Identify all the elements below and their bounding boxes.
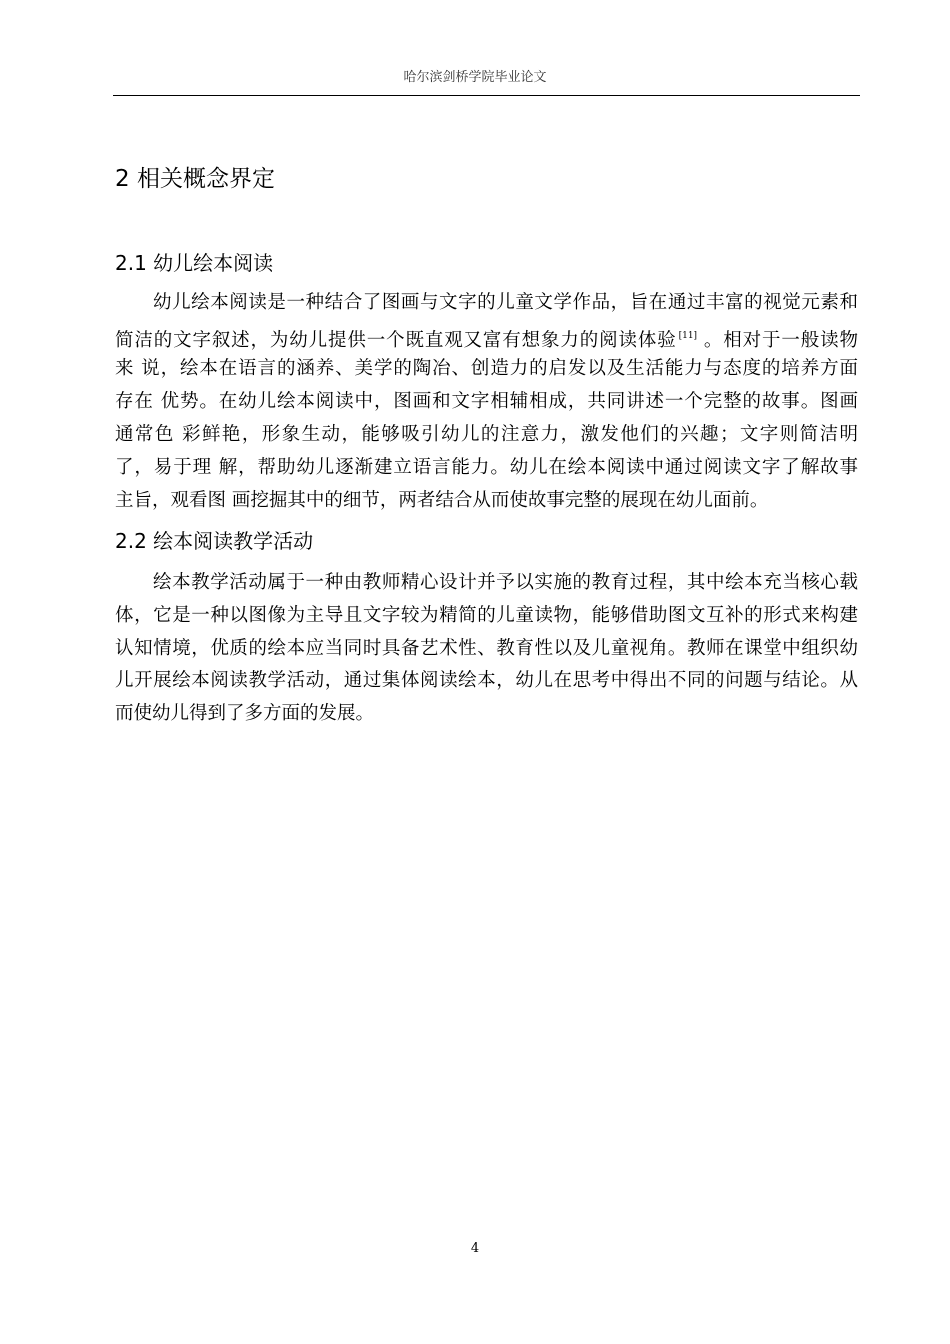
paragraph-line: 来 说，绘本在语言的涵养、美学的陶冶、创造力的启发以及生活能力与态度的培养方面	[115, 358, 858, 379]
section-heading-2-1: 2.1 幼儿绘本阅读	[115, 251, 274, 275]
text: 简洁的文字叙述，为幼儿提供一个既直观又富有想象力的阅读体验	[115, 330, 677, 351]
paragraph-line: 通常色 彩鲜艳，形象生动，能够吸引幼儿的注意力，激发他们的兴趣；文字则简洁明	[115, 424, 858, 445]
paragraph-line: 主旨，观看图 画挖掘其中的细节，两者结合从而使故事完整的展现在幼儿面前。	[115, 490, 769, 511]
paragraph-line	[115, 324, 858, 353]
paragraph-line: 存在 优势。在幼儿绘本阅读中，图画和文字相辅相成，共同讲述一个完整的故事。图画	[115, 391, 858, 412]
chapter-heading: 2 相关概念界定	[115, 166, 275, 192]
paragraph-line: 而使幼儿得到了多方面的发展。	[115, 703, 375, 724]
page-number: 4	[470, 1241, 480, 1256]
text: 。相对于一般读物	[703, 330, 858, 351]
running-header: 哈尔滨剑桥学院毕业论文	[403, 70, 547, 85]
paragraph-line: 幼儿绘本阅读是一种结合了图画与文字的儿童文学作品，旨在通过丰富的视觉元素和	[153, 292, 858, 313]
paragraph-line: 体，它是一种以图像为主导且文字较为精简的儿童读物，能够借助图文互补的形式来构建	[115, 605, 858, 626]
paragraph-line: 儿开展绘本阅读教学活动，通过集体阅读绘本，幼儿在思考中得出不同的问题与结论。从	[115, 670, 858, 691]
paragraph-line: 认知情境，优质的绘本应当同时具备艺术性、教育性以及儿童视角。教师在课堂中组织幼	[115, 638, 858, 659]
paragraph-line: 了，易于理 解，帮助幼儿逐渐建立语言能力。幼儿在绘本阅读中通过阅读文字了解故事	[115, 457, 858, 478]
citation[interactable]: [11]	[678, 331, 698, 341]
paragraph-line: 绘本教学活动属于一种由教师精心设计并予以实施的教育过程，其中绘本充当核心载	[153, 572, 858, 593]
section-heading-2-2: 2.2 绘本阅读教学活动	[115, 529, 314, 553]
header-rule	[113, 95, 860, 96]
